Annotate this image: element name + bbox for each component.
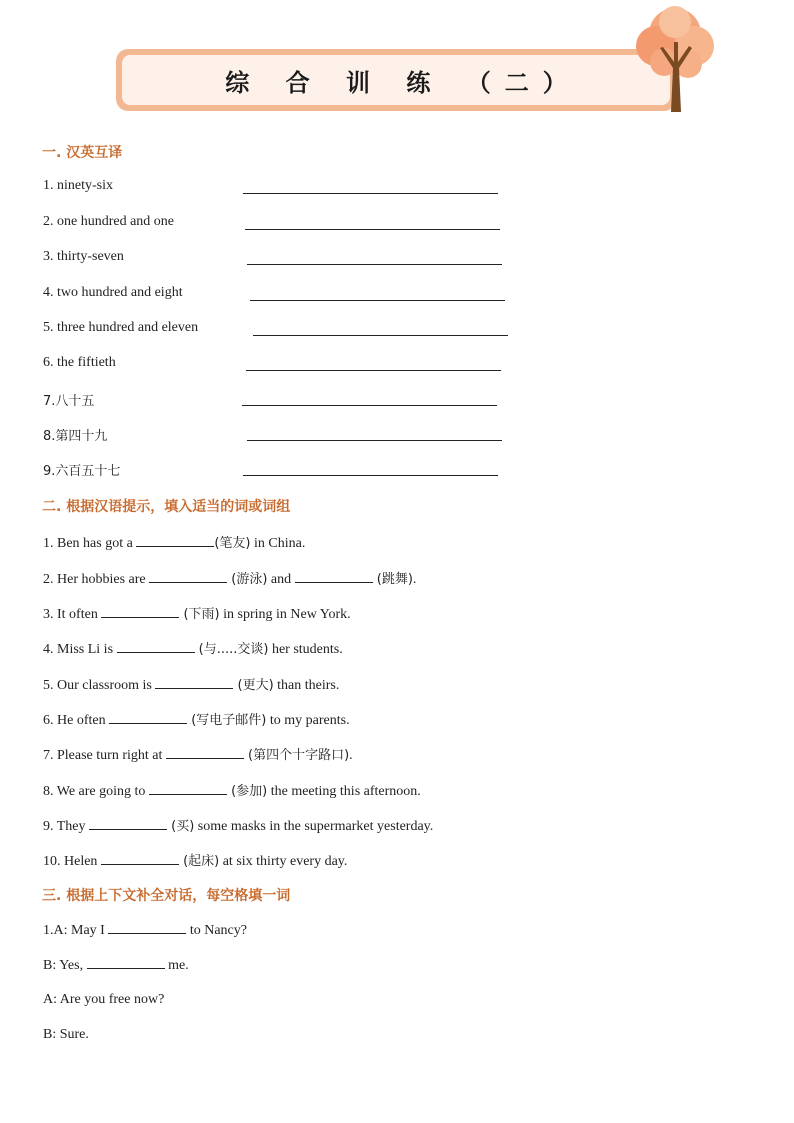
hint-text: (与.....交谈) bbox=[194, 642, 269, 657]
list-item bbox=[43, 815, 433, 835]
item-text: some masks in the supermarket yesterday. bbox=[194, 819, 434, 834]
list-item bbox=[43, 603, 351, 623]
answer-blank bbox=[109, 711, 187, 724]
hint-text: (写电子邮件) bbox=[187, 713, 267, 728]
hint-text: (起床) bbox=[178, 854, 220, 869]
answer-blank bbox=[101, 852, 179, 865]
item-text: 1. Ben has got a bbox=[43, 536, 133, 551]
answer-blank bbox=[149, 782, 227, 795]
hint-text: (游泳) bbox=[227, 572, 268, 587]
hint-text: (更大) bbox=[233, 678, 274, 693]
item-text: 6. He often bbox=[43, 713, 106, 728]
item-text: to my parents. bbox=[266, 713, 350, 728]
section-heading-1: 一. 汉英互译 bbox=[42, 145, 123, 161]
list-item bbox=[43, 709, 350, 729]
list-item: 8.第四十九 bbox=[43, 429, 108, 444]
tree-icon bbox=[634, 4, 716, 116]
list-item: 9.六百五十七 bbox=[43, 464, 121, 479]
dialogue-line bbox=[43, 921, 247, 939]
hint-text: (下雨) bbox=[179, 607, 220, 622]
answer-blank bbox=[166, 746, 244, 759]
item-text: in China. bbox=[250, 536, 306, 551]
answer-blank bbox=[108, 921, 186, 934]
item-text: than theirs. bbox=[273, 678, 340, 693]
item-text: 5. Our classroom is bbox=[43, 678, 152, 693]
list-item: 2. one hundred and one bbox=[43, 214, 175, 229]
item-text: B: Yes, bbox=[43, 958, 84, 973]
answer-line bbox=[243, 193, 498, 194]
answer-line bbox=[253, 335, 508, 336]
list-item bbox=[43, 638, 343, 658]
answer-line bbox=[250, 300, 505, 301]
item-text: 3. It often bbox=[43, 607, 98, 622]
item-text: . bbox=[349, 748, 353, 763]
answer-line bbox=[246, 370, 501, 371]
list-item: 1. ninety-six bbox=[43, 178, 113, 193]
title-banner-inner bbox=[122, 55, 670, 105]
item-text: 1.A: May I bbox=[43, 923, 105, 938]
list-item: 5. three hundred and eleven bbox=[43, 320, 199, 335]
item-text: me. bbox=[164, 958, 189, 973]
list-item bbox=[43, 674, 339, 694]
hint-text: (参加) bbox=[226, 784, 268, 799]
item-text: 4. Miss Li is bbox=[43, 642, 114, 657]
answer-blank bbox=[117, 640, 195, 653]
hint-text: (第四个十字路口) bbox=[243, 748, 350, 763]
dialogue-line: B: Sure. bbox=[43, 1027, 89, 1042]
answer-line bbox=[247, 264, 502, 265]
answer-line bbox=[245, 229, 500, 230]
section-heading-3: 三. 根据上下文补全对话，每空格填一词 bbox=[42, 888, 291, 904]
item-text: at six thirty every day. bbox=[219, 854, 348, 869]
section-heading-2: 二. 根据汉语提示，填入适当的词或词组 bbox=[42, 499, 291, 515]
hint-text: (跳舞) bbox=[372, 572, 413, 587]
list-item bbox=[43, 568, 416, 588]
answer-blank bbox=[155, 676, 233, 689]
dialogue-line bbox=[43, 956, 189, 974]
answer-blank bbox=[136, 534, 214, 547]
answer-blank bbox=[149, 570, 227, 583]
answer-line bbox=[247, 440, 502, 441]
list-item: 7.八十五 bbox=[43, 394, 95, 409]
list-item: 3. thirty-seven bbox=[43, 249, 124, 264]
item-text: 10. Helen bbox=[43, 854, 98, 869]
list-item: 4. two hundred and eight bbox=[43, 285, 183, 300]
item-text: 2. Her hobbies are bbox=[43, 572, 146, 587]
dialogue-line: A: Are you free now? bbox=[43, 992, 165, 1007]
item-text: 7. Please turn right at bbox=[43, 748, 163, 763]
list-item bbox=[43, 532, 305, 552]
list-item: 6. the fiftieth bbox=[43, 355, 116, 370]
item-text: in spring in New York. bbox=[219, 607, 351, 622]
item-text: the meeting this afternoon. bbox=[267, 784, 421, 799]
item-text: to Nancy? bbox=[186, 923, 247, 938]
title-banner bbox=[116, 49, 676, 111]
item-text: 8. We are going to bbox=[43, 784, 146, 799]
item-text: and bbox=[267, 572, 292, 587]
hint-text: (笔友) bbox=[214, 536, 251, 551]
answer-line bbox=[243, 475, 498, 476]
item-text: . bbox=[412, 572, 417, 587]
item-text: her students. bbox=[268, 642, 343, 657]
answer-blank bbox=[101, 605, 179, 618]
answer-blank bbox=[87, 956, 165, 969]
answer-line bbox=[242, 405, 497, 406]
answer-blank bbox=[295, 570, 373, 583]
hint-text: (买) bbox=[167, 819, 195, 834]
list-item bbox=[43, 850, 347, 870]
page-title: 综 合 训 练 （二） bbox=[225, 67, 581, 97]
item-text: 9. They bbox=[43, 819, 86, 834]
list-item bbox=[43, 744, 353, 764]
answer-blank bbox=[89, 817, 167, 830]
list-item bbox=[43, 780, 421, 800]
